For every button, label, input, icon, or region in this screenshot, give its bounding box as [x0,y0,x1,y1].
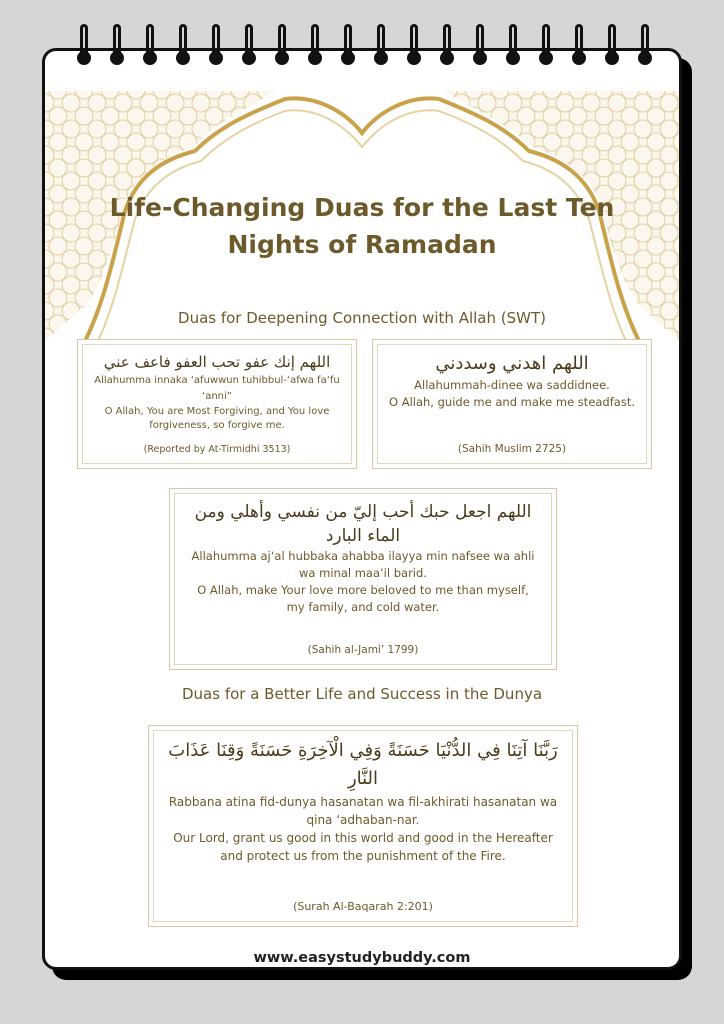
section-heading-dunya: Duas for a Better Life and Success in the Dunya [181,685,543,703]
website-url[interactable]: www.easystudybuddy.com [253,950,471,966]
dua-transliteration: Allahumma innaka ‘afuwwun tuhibbul-‘afwa fa‘fu ‘anni” [94,375,340,402]
dua-arabic: اللهم اجعل حبك أحب إليّ من نفسي وأهلي ومن الماء البارد [194,502,532,546]
dua-arabic: اللهم اهدني وسددني [435,353,589,374]
dua-meaning: O Allah, You are Most Forgiving, and You love forgiveness, so forgive me. [104,406,330,431]
binding-ring [473,24,487,74]
binding-ring [638,24,652,74]
binding-ring [605,24,619,74]
dua-reference: (Reported by At-Tirmidhi 3513) [143,444,291,455]
binding-ring [572,24,586,74]
dua-transliteration: Allahummah-dinee wa saddidnee. [414,378,610,392]
dua-reference: (Surah Al-Baqarah 2:201) [293,900,433,913]
binding-ring [242,24,256,74]
binding-ring [110,24,124,74]
binding-ring [275,24,289,74]
dua-meaning: O Allah, guide me and make me steadfast. [389,395,635,409]
binding-ring [341,24,355,74]
binding-ring [143,24,157,74]
dua-reference: (Sahih Muslim 2725) [457,443,567,455]
dua-card-guidance [372,339,652,469]
spiral-binding [0,24,724,84]
page-title: Life-Changing Duas for the Last Ten Nights of Ramadan [109,193,615,259]
binding-ring [374,24,388,74]
dua-card-love [169,488,557,670]
binding-ring [308,24,322,74]
dua-arabic: رَبَّنَا آتِنَا فِي الدُّنْيَا حَسَنَةً وَفِي الْآخِرَةِ حَسَنَةً وَقِنَا عَذَابَ النَّارِ [168,740,558,789]
binding-ring [209,24,223,74]
binding-ring [539,24,553,74]
section-heading-connection: Duas for Deepening Connection with Allah (SWT) [178,309,546,327]
binding-ring [407,24,421,74]
dua-meaning: Our Lord, grant us good in this world and good in the Hereafter and protect us from the punishment of the Fire. [173,831,553,863]
dua-card-forgiveness [77,339,357,469]
dua-transliteration: Rabbana atina fid-dunya hasanatan wa fil-akhirati hasanatan wa qina ‘adhaban-nar. [168,795,558,827]
dua-transliteration: Allahumma aj‘al hubbaka ahabba ilayya min nafsee wa ahli wa minal maa’il barid. [191,549,535,580]
dua-reference: (Sahih al-Jami’ 1799) [307,644,419,656]
dua-meaning: O Allah, make Your love more beloved to me than myself, my family, and cold water. [197,583,529,614]
binding-ring [77,24,91,74]
dua-card-dunya [148,725,578,927]
binding-ring [506,24,520,74]
binding-ring [176,24,190,74]
binding-ring [440,24,454,74]
notebook-page [42,48,682,970]
dua-arabic: اللهم إنك عفو تحب العفو فاعف عني [103,353,331,371]
